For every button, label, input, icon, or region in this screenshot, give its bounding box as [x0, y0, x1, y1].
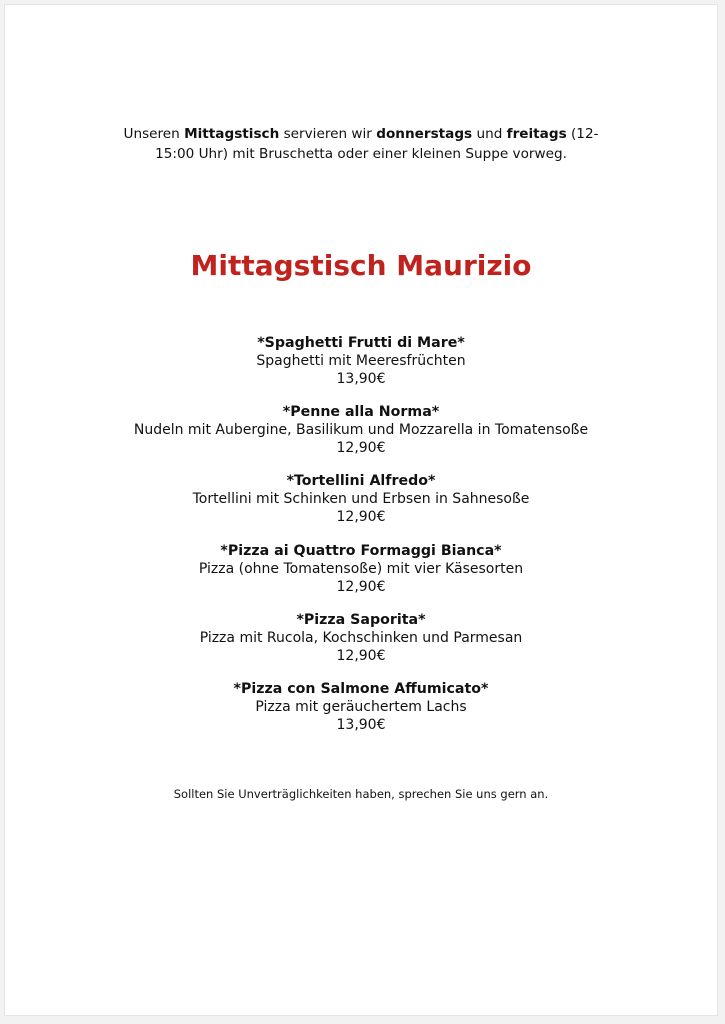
- menu-item: [5, 334, 717, 403]
- menu-item: [5, 542, 717, 611]
- dish-description: Nudeln mit Aubergine, Basilikum und Mozzarella in Tomatensoße: [133, 422, 589, 439]
- intro-bold-donnerstags: donnerstags: [376, 126, 473, 142]
- allergy-notice: Sollten Sie Unverträglichkeiten haben, sprechen Sie uns gern an.: [173, 787, 549, 801]
- dish-name: *Penne alla Norma*: [282, 404, 440, 421]
- dish-price: 13,90€: [336, 371, 386, 387]
- dish-description: Pizza mit Rucola, Kochschinken und Parmesan: [199, 629, 523, 646]
- document-page: [4, 4, 718, 1016]
- dish-price: 12,90€: [336, 647, 386, 664]
- intro-part: 15:00 Uhr) mit Bruschetta oder einer kleinen Suppe vorweg.: [155, 146, 567, 162]
- dish-price: 12,90€: [336, 578, 386, 595]
- dish-name: *Tortellini Alfredo*: [286, 473, 436, 490]
- dish-name: *Pizza Saporita*: [296, 611, 426, 628]
- intro-bold-mittagstisch: Mittagstisch: [184, 126, 280, 142]
- intro-text: [5, 124, 717, 164]
- menu-item: [5, 611, 717, 680]
- intro-part: Unseren: [123, 126, 185, 142]
- dish-description: Spaghetti mit Meeresfrüchten: [256, 353, 466, 369]
- intro-part: (12-: [566, 126, 599, 142]
- intro-part: servieren wir: [279, 126, 377, 142]
- dish-name: *Pizza con Salmone Affumicato*: [233, 680, 489, 697]
- menu-item: [5, 472, 717, 541]
- dish-price: 13,90€: [336, 716, 386, 733]
- page-title: Mittagstisch Maurizio: [190, 249, 532, 282]
- dish-price: 12,90€: [336, 440, 386, 457]
- dish-description: Tortellini mit Schinken und Erbsen in Sahnesoße: [192, 491, 530, 508]
- intro-part: und: [472, 126, 507, 142]
- intro-bold-freitags: freitags: [506, 126, 567, 142]
- menu-item: [5, 403, 717, 472]
- dish-price: 12,90€: [336, 509, 386, 526]
- menu-list: [5, 334, 717, 749]
- dish-name: *Spaghetti Frutti di Mare*: [257, 335, 465, 351]
- menu-item: [5, 680, 717, 749]
- dish-description: Pizza (ohne Tomatensoße) mit vier Käsesorten: [198, 560, 524, 577]
- dish-description: Pizza mit geräuchertem Lachs: [255, 698, 467, 715]
- dish-name: *Pizza ai Quattro Formaggi Bianca*: [220, 542, 502, 559]
